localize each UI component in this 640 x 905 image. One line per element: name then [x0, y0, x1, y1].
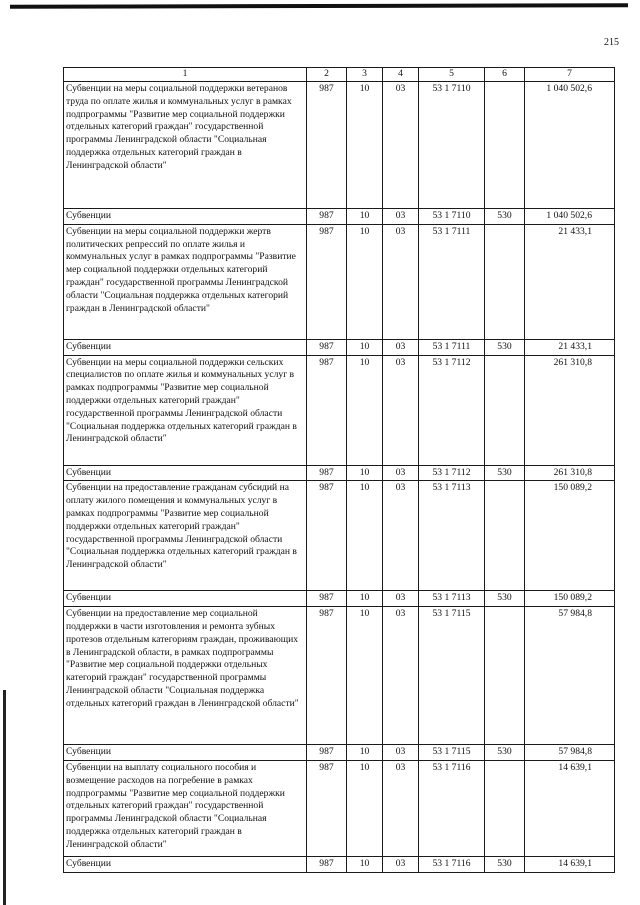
expense-name: Субвенции на меры социальной поддержки жертв политических репрессий по оплате жилья и коммунальных услуг в рамках подпрограммы "Развитие мер социальной поддержки отдельных категорий граждан" государственной программы Ленинградской области "Социальная поддержка отдельных категорий граждан в Ленинградской области" [64, 224, 307, 339]
amount: 21 433,1 [525, 339, 615, 355]
section-code: 10 [347, 465, 383, 481]
subsection-code: 03 [383, 856, 419, 872]
target-article-code: 53 1 7115 [419, 745, 485, 761]
subsection-code: 03 [383, 355, 419, 465]
amount: 150 089,2 [525, 591, 615, 607]
ministry-code: 987 [307, 465, 347, 481]
column-header: 1 [64, 68, 307, 82]
ministry-code: 987 [307, 591, 347, 607]
table-row [64, 465, 615, 481]
target-article-code: 53 1 7110 [419, 82, 485, 209]
subsection-code: 03 [383, 209, 419, 225]
target-article-code: 53 1 7112 [419, 355, 485, 465]
ministry-code: 987 [307, 760, 347, 856]
column-header: 3 [347, 68, 383, 82]
table-row [64, 82, 615, 209]
subsection-code: 03 [383, 607, 419, 745]
expense-name: Субвенции [64, 591, 307, 607]
margin-bar [3, 690, 6, 905]
section-code: 10 [347, 607, 383, 745]
target-article-code: 53 1 7113 [419, 481, 485, 591]
table-row [64, 591, 615, 607]
expense-name: Субвенции на предоставление гражданам субсидий на оплату жилого помещения и коммунальных услуг в рамках подпрограммы "Развитие мер социальной поддержки отдельных категорий граждан" государственной программы Ленинградской области "Социальная поддержка отдельных категорий граждан в Ленинградской области" [64, 481, 307, 591]
section-code: 10 [347, 745, 383, 761]
table-row [64, 355, 615, 465]
section-code: 10 [347, 355, 383, 465]
column-header: 7 [525, 68, 615, 82]
table-row [64, 607, 615, 745]
budget-table [63, 67, 615, 873]
top-rule [10, 3, 628, 9]
expense-type-code [485, 760, 525, 856]
expense-type-code: 530 [485, 591, 525, 607]
ministry-code: 987 [307, 355, 347, 465]
subsection-code: 03 [383, 760, 419, 856]
amount: 21 433,1 [525, 224, 615, 339]
ministry-code: 987 [307, 339, 347, 355]
expense-name: Субвенции [64, 465, 307, 481]
amount: 1 040 502,6 [525, 209, 615, 225]
table-row [64, 224, 615, 339]
expense-name: Субвенции [64, 209, 307, 225]
column-header: 4 [383, 68, 419, 82]
expense-type-code: 530 [485, 745, 525, 761]
expense-name: Субвенции [64, 745, 307, 761]
ministry-code: 987 [307, 82, 347, 209]
ministry-code: 987 [307, 607, 347, 745]
section-code: 10 [347, 339, 383, 355]
expense-name: Субвенции на меры социальной поддержки сельских специалистов по оплате жилья и коммунальных услуг в рамках подпрограммы "Развитие мер социальной поддержки отдельных категорий граждан" государственной программы Ленинградской области "Социальная поддержка отдельных категорий граждан в Ленинградской области" [64, 355, 307, 465]
expense-type-code: 530 [485, 856, 525, 872]
table-row [64, 760, 615, 856]
table-row [64, 339, 615, 355]
subsection-code: 03 [383, 591, 419, 607]
ministry-code: 987 [307, 209, 347, 225]
expense-type-code [485, 355, 525, 465]
target-article-code: 53 1 7116 [419, 760, 485, 856]
subsection-code: 03 [383, 224, 419, 339]
section-code: 10 [347, 591, 383, 607]
subsection-code: 03 [383, 339, 419, 355]
section-code: 10 [347, 224, 383, 339]
ministry-code: 987 [307, 745, 347, 761]
target-article-code: 53 1 7113 [419, 591, 485, 607]
subsection-code: 03 [383, 465, 419, 481]
target-article-code: 53 1 7111 [419, 224, 485, 339]
expense-type-code [485, 224, 525, 339]
section-code: 10 [347, 481, 383, 591]
amount: 150 089,2 [525, 481, 615, 591]
table-header-row [64, 68, 615, 82]
expense-name: Субвенции [64, 856, 307, 872]
table-row [64, 856, 615, 872]
amount: 57 984,8 [525, 745, 615, 761]
ministry-code: 987 [307, 856, 347, 872]
target-article-code: 53 1 7112 [419, 465, 485, 481]
target-article-code: 53 1 7116 [419, 856, 485, 872]
target-article-code: 53 1 7111 [419, 339, 485, 355]
section-code: 10 [347, 82, 383, 209]
amount: 14 639,1 [525, 856, 615, 872]
table-row [64, 745, 615, 761]
expense-name: Субвенции на предоставление мер социальной поддержки в части изготовления и ремонта зубных протезов отдельным категориям граждан, проживающих в Ленинградской области, в рамках подпрограммы "Развитие мер социальной поддержки отдельных категорий граждан" государственной программы Ленинградской области "Социальная поддержка отдельных категорий граждан в Ленинградской области" [64, 607, 307, 745]
amount: 14 639,1 [525, 760, 615, 856]
target-article-code: 53 1 7110 [419, 209, 485, 225]
subsection-code: 03 [383, 82, 419, 209]
column-header: 5 [419, 68, 485, 82]
section-code: 10 [347, 760, 383, 856]
amount: 1 040 502,6 [525, 82, 615, 209]
expense-name: Субвенции [64, 339, 307, 355]
page-number: 215 [604, 37, 619, 48]
expense-type-code [485, 481, 525, 591]
section-code: 10 [347, 209, 383, 225]
section-code: 10 [347, 856, 383, 872]
ministry-code: 987 [307, 224, 347, 339]
amount: 261 310,8 [525, 465, 615, 481]
subsection-code: 03 [383, 745, 419, 761]
expense-type-code [485, 607, 525, 745]
expense-type-code: 530 [485, 209, 525, 225]
column-header: 6 [485, 68, 525, 82]
expense-name: Субвенции на меры социальной поддержки ветеранов труда по оплате жилья и коммунальных услуг в рамках подпрограммы "Развитие мер социальной поддержки отдельных категорий граждан" государственной программы Ленинградской области "Социальная поддержка отдельных категорий граждан в Ленинградской области" [64, 82, 307, 209]
table-row [64, 481, 615, 591]
expense-type-code: 530 [485, 465, 525, 481]
amount: 57 984,8 [525, 607, 615, 745]
column-header: 2 [307, 68, 347, 82]
expense-type-code: 530 [485, 339, 525, 355]
ministry-code: 987 [307, 481, 347, 591]
subsection-code: 03 [383, 481, 419, 591]
expense-name: Субвенции на выплату социального пособия и возмещение расходов на погребение в рамках подпрограммы "Развитие мер социальной поддержки отдельных категорий граждан" государственной программы Ленинградской области "Социальная поддержка отдельных категорий граждан в Ленинградской области" [64, 760, 307, 856]
expense-type-code [485, 82, 525, 209]
amount: 261 310,8 [525, 355, 615, 465]
target-article-code: 53 1 7115 [419, 607, 485, 745]
table-row [64, 209, 615, 225]
